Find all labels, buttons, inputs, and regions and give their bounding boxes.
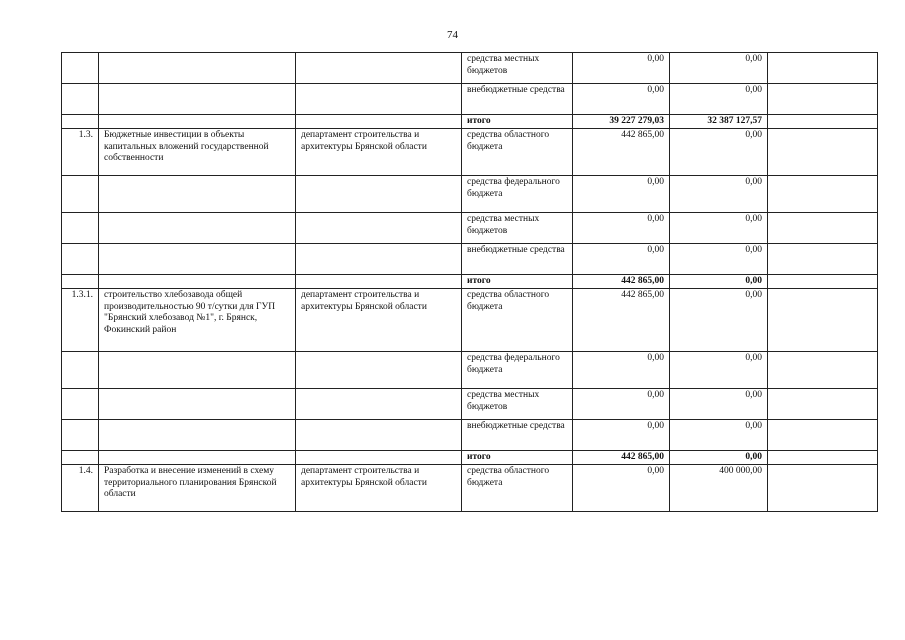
executor-cell bbox=[296, 451, 462, 465]
total-row bbox=[62, 451, 878, 465]
empty-cell bbox=[768, 289, 878, 352]
funding-source-cell: средства федерального бюджета bbox=[462, 176, 573, 213]
item-code-cell bbox=[62, 84, 99, 115]
item-name-cell bbox=[99, 275, 296, 289]
executor-cell bbox=[296, 275, 462, 289]
item-name-cell: Бюджетные инвестиции в объекты капитальных вложений государственной собственности bbox=[99, 129, 296, 176]
funding-source-cell: внебюджетные средства bbox=[462, 244, 573, 275]
funding-source-cell: средства местных бюджетов bbox=[462, 213, 573, 244]
table-row bbox=[62, 129, 878, 176]
item-code-cell bbox=[62, 176, 99, 213]
funding-source-cell: внебюджетные средства bbox=[462, 84, 573, 115]
executor-cell bbox=[296, 213, 462, 244]
amount-2-cell: 0,00 bbox=[670, 420, 768, 451]
amount-1-cell: 0,00 bbox=[573, 465, 670, 512]
amount-2-cell: 32 387 127,57 bbox=[670, 115, 768, 129]
item-name-cell bbox=[99, 176, 296, 213]
executor-cell bbox=[296, 389, 462, 420]
table-row bbox=[62, 244, 878, 275]
amount-1-cell: 0,00 bbox=[573, 84, 670, 115]
empty-cell bbox=[768, 465, 878, 512]
item-code-cell bbox=[62, 420, 99, 451]
amount-1-cell: 0,00 bbox=[573, 244, 670, 275]
executor-cell bbox=[296, 420, 462, 451]
item-name-cell bbox=[99, 420, 296, 451]
executor-cell bbox=[296, 84, 462, 115]
item-name-cell bbox=[99, 389, 296, 420]
funding-source-cell: итого bbox=[462, 275, 573, 289]
amount-2-cell: 0,00 bbox=[670, 176, 768, 213]
empty-cell bbox=[768, 129, 878, 176]
amount-2-cell: 0,00 bbox=[670, 389, 768, 420]
amount-1-cell: 0,00 bbox=[573, 389, 670, 420]
funding-source-cell: средства областного бюджета bbox=[462, 289, 573, 352]
executor-cell bbox=[296, 53, 462, 84]
empty-cell bbox=[768, 115, 878, 129]
amount-1-cell: 442 865,00 bbox=[573, 451, 670, 465]
item-name-cell bbox=[99, 115, 296, 129]
empty-cell bbox=[768, 275, 878, 289]
item-name-cell bbox=[99, 84, 296, 115]
item-code-cell: 1.3. bbox=[62, 129, 99, 176]
item-code-cell bbox=[62, 53, 99, 84]
funding-source-cell: средства местных бюджетов bbox=[462, 389, 573, 420]
executor-cell bbox=[296, 176, 462, 213]
funding-source-cell: средства областного бюджета bbox=[462, 129, 573, 176]
table-row bbox=[62, 389, 878, 420]
executor-cell bbox=[296, 352, 462, 389]
funding-source-cell: средства федерального бюджета bbox=[462, 352, 573, 389]
amount-1-cell: 0,00 bbox=[573, 213, 670, 244]
budget-table bbox=[61, 52, 878, 512]
funding-source-cell: средства областного бюджета bbox=[462, 465, 573, 512]
executor-cell: департамент строительства и архитектуры Брянской области bbox=[296, 129, 462, 176]
amount-2-cell: 400 000,00 bbox=[670, 465, 768, 512]
amount-1-cell: 442 865,00 bbox=[573, 275, 670, 289]
empty-cell bbox=[768, 84, 878, 115]
item-code-cell bbox=[62, 352, 99, 389]
item-code-cell bbox=[62, 213, 99, 244]
amount-2-cell: 0,00 bbox=[670, 213, 768, 244]
table-row bbox=[62, 289, 878, 352]
amount-2-cell: 0,00 bbox=[670, 84, 768, 115]
amount-2-cell: 0,00 bbox=[670, 289, 768, 352]
total-row bbox=[62, 115, 878, 129]
page-number: 74 bbox=[447, 29, 458, 41]
amount-1-cell: 39 227 279,03 bbox=[573, 115, 670, 129]
empty-cell bbox=[768, 213, 878, 244]
amount-2-cell: 0,00 bbox=[670, 275, 768, 289]
amount-2-cell: 0,00 bbox=[670, 244, 768, 275]
item-code-cell bbox=[62, 115, 99, 129]
item-name-cell bbox=[99, 53, 296, 84]
item-name-cell: строительство хлебозавода общей производительностью 90 т/сутки для ГУП "Брянский хлебозавод №1", г. Брянск, Фокинский район bbox=[99, 289, 296, 352]
funding-source-cell: итого bbox=[462, 115, 573, 129]
table-row bbox=[62, 176, 878, 213]
empty-cell bbox=[768, 53, 878, 84]
item-code-cell bbox=[62, 389, 99, 420]
table-row bbox=[62, 53, 878, 84]
empty-cell bbox=[768, 176, 878, 213]
table-row bbox=[62, 352, 878, 389]
funding-source-cell: средства местных бюджетов bbox=[462, 53, 573, 84]
table-row bbox=[62, 84, 878, 115]
amount-1-cell: 442 865,00 bbox=[573, 129, 670, 176]
executor-cell: департамент строительства и архитектуры Брянской области bbox=[296, 289, 462, 352]
amount-2-cell: 0,00 bbox=[670, 352, 768, 389]
item-code-cell: 1.3.1. bbox=[62, 289, 99, 352]
executor-cell: департамент строительства и архитектуры Брянской области bbox=[296, 465, 462, 512]
item-name-cell bbox=[99, 352, 296, 389]
amount-1-cell: 442 865,00 bbox=[573, 289, 670, 352]
executor-cell bbox=[296, 244, 462, 275]
empty-cell bbox=[768, 352, 878, 389]
empty-cell bbox=[768, 420, 878, 451]
item-code-cell bbox=[62, 244, 99, 275]
amount-2-cell: 0,00 bbox=[670, 129, 768, 176]
amount-2-cell: 0,00 bbox=[670, 53, 768, 84]
item-name-cell bbox=[99, 244, 296, 275]
table-row bbox=[62, 213, 878, 244]
empty-cell bbox=[768, 389, 878, 420]
funding-source-cell: внебюджетные средства bbox=[462, 420, 573, 451]
empty-cell bbox=[768, 451, 878, 465]
table-row bbox=[62, 420, 878, 451]
item-code-cell bbox=[62, 275, 99, 289]
amount-1-cell: 0,00 bbox=[573, 352, 670, 389]
total-row bbox=[62, 275, 878, 289]
amount-1-cell: 0,00 bbox=[573, 420, 670, 451]
amount-1-cell: 0,00 bbox=[573, 53, 670, 84]
executor-cell bbox=[296, 115, 462, 129]
item-code-cell bbox=[62, 451, 99, 465]
item-code-cell: 1.4. bbox=[62, 465, 99, 512]
item-name-cell bbox=[99, 213, 296, 244]
item-name-cell: Разработка и внесение изменений в схему территориального планирования Брянской области bbox=[99, 465, 296, 512]
amount-2-cell: 0,00 bbox=[670, 451, 768, 465]
funding-source-cell: итого bbox=[462, 451, 573, 465]
table-row bbox=[62, 465, 878, 512]
amount-1-cell: 0,00 bbox=[573, 176, 670, 213]
empty-cell bbox=[768, 244, 878, 275]
item-name-cell bbox=[99, 451, 296, 465]
